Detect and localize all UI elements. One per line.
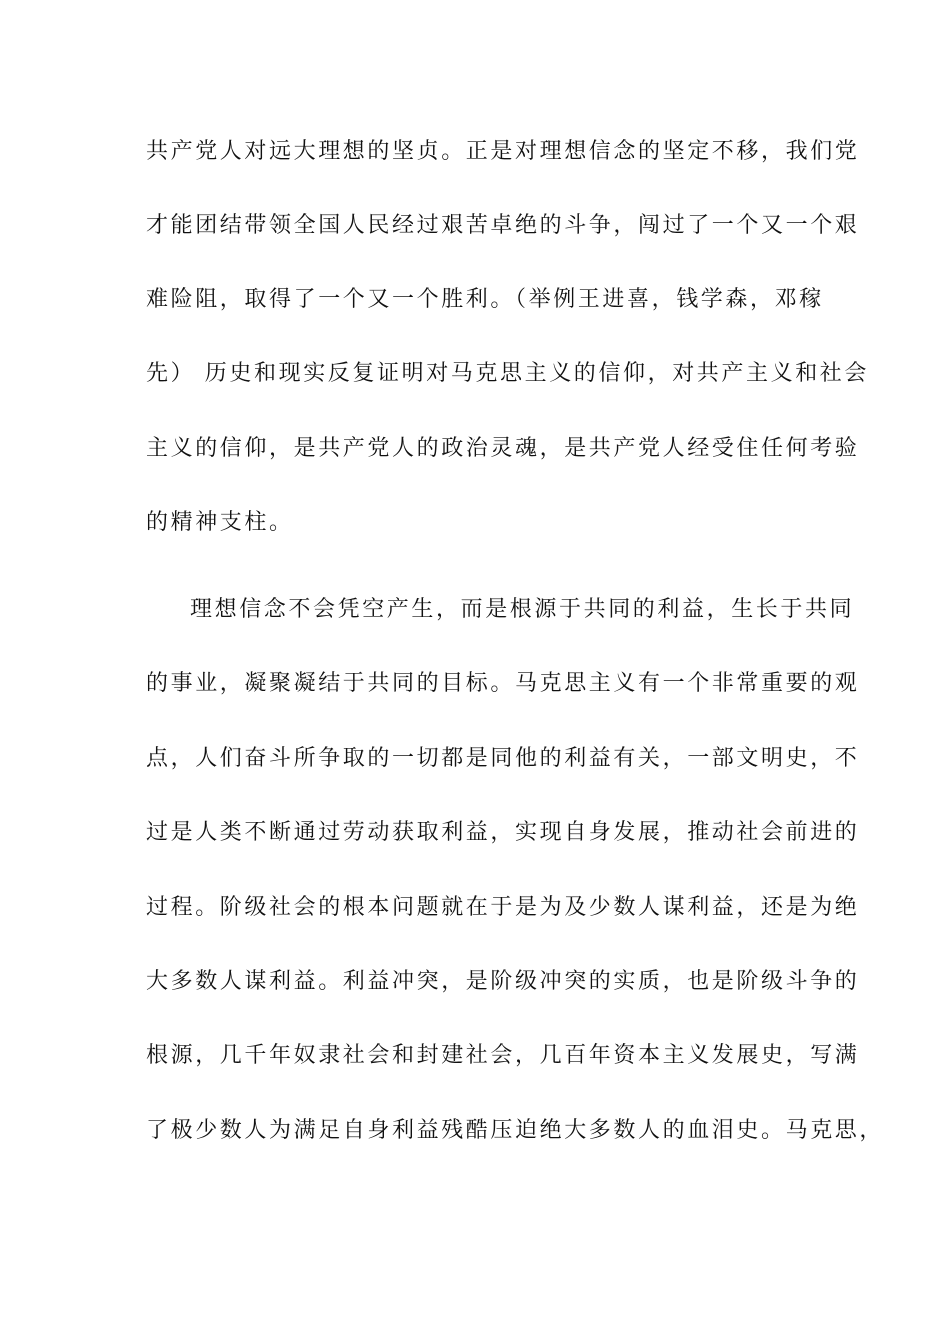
paragraph-line: 过程。阶级社会的根本问题就在于是为及少数人谋利益，还是为绝 bbox=[146, 895, 860, 920]
paragraph-line: 共产党人对远大理想的坚贞。正是对理想信念的坚定不移，我们党 bbox=[146, 139, 860, 164]
paragraph-line: 主义的信仰，是共产党人的政治灵魂，是共产党人经受住任何考验 bbox=[146, 436, 860, 461]
paragraph-line: 才能团结带领全国人民经过艰苦卓绝的斗争，闯过了一个又一个艰 bbox=[146, 213, 860, 238]
paragraph-line: 了极少数人为满足自身利益残酷压迫绝大多数人的血泪史。马克思， bbox=[146, 1118, 885, 1143]
paragraph-line: 理想信念不会凭空产生，而是根源于共同的利益，生长于共同 bbox=[190, 597, 855, 622]
paragraph-line: 点，人们奋斗所争取的一切都是同他的利益有关，一部文明史，不 bbox=[146, 746, 860, 771]
paragraph-line: 先） 历史和现实反复证明对马克思主义的信仰，对共产主义和社会 bbox=[146, 361, 869, 386]
paragraph-line: 大多数人谋利益。利益冲突，是阶级冲突的实质，也是阶级斗争的 bbox=[146, 969, 860, 994]
paragraph-line: 的事业，凝聚凝结于共同的目标。马克思主义有一个非常重要的观 bbox=[146, 671, 860, 696]
paragraph-line: 的精神支柱。 bbox=[146, 510, 294, 535]
paragraph-line: 根源，几千年奴隶社会和封建社会，几百年资本主义发展史，写满 bbox=[146, 1043, 860, 1068]
paragraph-line: 难险阻，取得了一个又一个胜利。（举例王进喜，钱学森，邓稼 bbox=[146, 287, 824, 312]
paragraph-line: 过是人类不断通过劳动获取利益，实现自身发展，推动社会前进的 bbox=[146, 820, 860, 845]
